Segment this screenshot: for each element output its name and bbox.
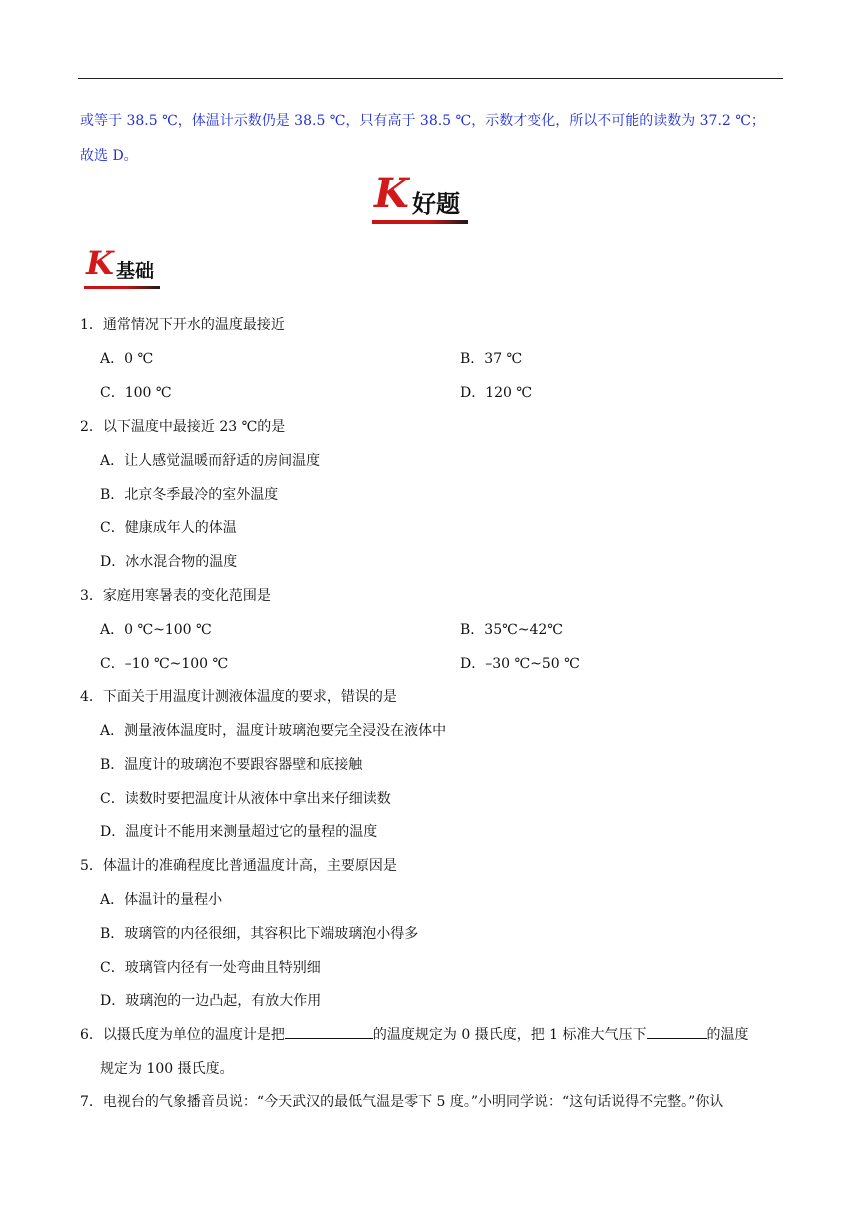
fill-blank-1[interactable] — [285, 1024, 373, 1039]
question-1-option-c: C．100 ℃ — [100, 385, 172, 401]
question-4-option-d: D．温度计不能用来测量超过它的量程的温度 — [100, 824, 378, 840]
question-6-stem-part-1: 6．以摄氏度为单位的温度计是把 — [80, 1027, 285, 1043]
question-3-option-d: D．–30 ℃~50 ℃ — [460, 656, 580, 672]
banner-title: 好题 — [412, 190, 460, 218]
question-6-stem — [80, 1024, 749, 1044]
question-4-stem: 4．下面关于用温度计测液体温度的要求，错误的是 — [80, 689, 397, 705]
k-logo-icon: K — [374, 170, 409, 217]
header-rule — [78, 78, 783, 79]
basics-section-banner — [84, 244, 164, 292]
good-questions-banner — [372, 170, 472, 226]
answer-conclusion-line: 故选 D。 — [80, 148, 138, 164]
section-title: 基础 — [116, 260, 155, 282]
question-5-stem: 5．体温计的准确程度比普通温度计高，主要原因是 — [80, 858, 397, 874]
question-2-stem: 2．以下温度中最接近 23 ℃的是 — [80, 419, 286, 435]
answer-explanation-line: 或等于 38.5 ℃，体温计示数仍是 38.5 ℃，只有高于 38.5 ℃，示数才变化，所以不可能的读数为 37.2 ℃； — [80, 113, 765, 129]
question-3-option-c: C．–10 ℃~100 ℃ — [100, 656, 229, 672]
question-5-option-c: C．玻璃管内径有一处弯曲且特别细 — [100, 960, 321, 976]
fill-blank-2[interactable] — [647, 1024, 707, 1039]
question-2-option-d: D．冰水混合物的温度 — [100, 554, 238, 570]
question-2-option-c: C．健康成年人的体温 — [100, 520, 237, 536]
question-4-option-a: A．测量液体温度时，温度计玻璃泡要完全浸没在液体中 — [100, 723, 447, 739]
question-7-stem: 7．电视台的气象播音员说：“今天武汉的最低气温是零下 5 度。”小明同学说：“这句话说得不完整。”你认 — [80, 1094, 724, 1110]
section-underline — [84, 286, 160, 289]
question-3-option-b: B．35℃~42℃ — [460, 622, 563, 638]
question-6-stem-part-2: 的温度规定为 0 摄氏度，把 1 标准大气压下 — [372, 1027, 647, 1043]
k-logo-icon: K — [86, 244, 114, 282]
question-3-option-a: A．0 ℃~100 ℃ — [100, 622, 212, 638]
question-1-option-b: B．37 ℃ — [460, 351, 523, 367]
question-5-option-b: B．玻璃管的内径很细，其容积比下端玻璃泡小得多 — [100, 926, 419, 942]
question-4-option-c: C．读数时要把温度计从液体中拿出来仔细读数 — [100, 791, 391, 807]
question-2-option-a: A．让人感觉温暖而舒适的房间温度 — [100, 453, 321, 469]
question-4-option-b: B．温度计的玻璃泡不要跟容器壁和底接触 — [100, 757, 363, 773]
question-1-option-a: A．0 ℃ — [100, 351, 154, 367]
question-6-stem-continued: 规定为 100 摄氏度。 — [100, 1061, 234, 1077]
question-2-option-b: B．北京冬季最冷的室外温度 — [100, 487, 279, 503]
question-1-option-d: D．120 ℃ — [460, 385, 533, 401]
question-3-stem: 3．家庭用寒暑表的变化范围是 — [80, 588, 271, 604]
question-6-stem-part-3: 的温度 — [706, 1027, 749, 1043]
question-1-stem: 1．通常情况下开水的温度最接近 — [80, 317, 285, 333]
question-5-option-a: A．体温计的量程小 — [100, 892, 223, 908]
banner-underline — [372, 220, 468, 224]
question-5-option-d: D．玻璃泡的一边凸起，有放大作用 — [100, 993, 322, 1009]
